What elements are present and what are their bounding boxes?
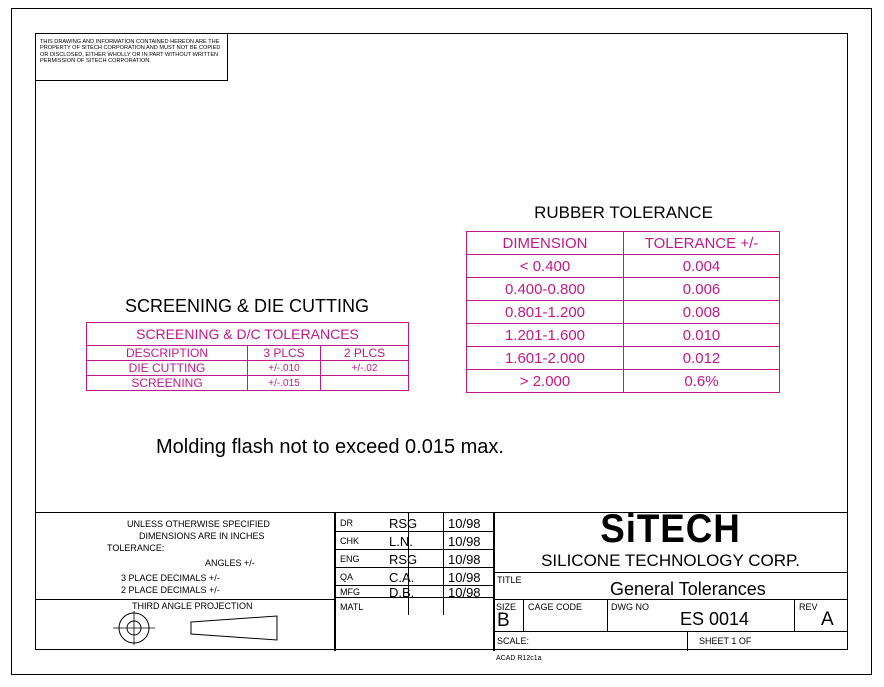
header-dimension: DIMENSION [467,232,624,255]
table-row [467,301,780,324]
header-2-plcs: 2 PLCS [321,346,409,361]
approval-role: MFG [340,587,360,597]
company-subtitle: SILICONE TECHNOLOGY CORP. [541,551,800,570]
spec-line: TOLERANCE: [107,543,165,553]
dimension-cell: 1.601-2.000 [467,347,624,370]
approval-role: DR [340,518,353,528]
title-label: TITLE [497,575,522,585]
approval-name: RSG [389,516,418,531]
dimension-cell: > 2.000 [467,370,624,393]
cad-version: ACAD R12c1a [496,655,542,662]
rubber-tolerance-title: RUBBER TOLERANCE [534,203,713,222]
dimension-cell: 0.801-1.200 [467,301,624,324]
size-value: B [497,610,510,631]
tol-2-cell [321,376,409,391]
table-row [87,323,409,346]
table-row [467,255,780,278]
tolerance-cell: 0.6% [624,370,780,393]
dwg-no-label: DWG NO [611,602,649,612]
approval-role: QA [340,572,354,582]
spec-line: ANGLES +/- [205,558,255,568]
header-description: DESCRIPTION [87,346,248,361]
table-row [87,346,409,361]
title-block [35,507,848,651]
screening-table-title: SCREENING & D/C TOLERANCES [87,323,409,346]
table-row [467,370,780,393]
approval-role: ENG [340,554,360,564]
tolerance-cell: 0.004 [624,255,780,278]
size-label: SIZE [496,602,517,612]
screening-title: SCREENING & DIE CUTTING [124,296,370,316]
spec-line: 2 PLACE DECIMALS +/- [121,585,220,595]
dwg-no-value: ES 0014 [680,609,750,629]
projection-label: THIRD ANGLE PROJECTION [132,601,253,611]
spec-line: DIMENSIONS ARE IN INCHES [139,531,265,541]
approval-date: 10/98 [448,516,481,531]
rubber-tolerance-table [466,231,780,393]
approval-name: RSG [389,552,418,567]
approval-role: CHK [340,536,360,546]
approval-name: L.N. [389,534,413,549]
tolerance-cell: 0.010 [624,324,780,347]
sheet-label: SHEET 1 OF [699,636,752,646]
approval-date: 10/98 [448,552,481,567]
approval-name: D.B. [389,585,415,600]
table-row [467,232,780,255]
approval-date: 10/98 [448,534,481,549]
dimension-cell: 1.201-1.600 [467,324,624,347]
tol-3-cell: +/-.015 [248,376,321,391]
tol-2-cell: +/-.02 [321,361,409,376]
dimension-cell: 0.400-0.800 [467,278,624,301]
scale-label: SCALE: [497,636,530,646]
description-cell: SCREENING [87,376,248,391]
proprietary-notice: THIS DRAWING AND INFORMATION CONTAINED HEREON ARE THE PROPERTY OF SITECH CORPORATION AND MUST NOT BE COPIED OR DISCLOSED, EITHER WHOLLY OR IN PART WITHOUT WRITTEN PERMISSION OF SITECH CORPORATION. [35,33,228,81]
tolerance-cell: 0.012 [624,347,780,370]
drawing-title: General Tolerances [610,579,766,599]
table-row [87,361,409,376]
header-tolerance: TOLERANCE +/- [624,232,780,255]
dimension-cell: < 0.400 [467,255,624,278]
description-cell: DIE CUTTING [87,361,248,376]
approval-name: C.A. [389,570,415,585]
spec-line: UNLESS OTHERWISE SPECIFIED [127,519,270,529]
approval-date: 10/98 [448,570,481,585]
table-row [467,324,780,347]
table-row [467,278,780,301]
rev-label: REV [799,602,818,612]
tolerance-cell: 0.006 [624,278,780,301]
matl-label: MATL [340,602,364,612]
cage-code-label: CAGE CODE [528,602,583,612]
spec-line: 3 PLACE DECIMALS +/- [121,573,220,583]
table-row [87,376,409,391]
table-row [467,347,780,370]
screening-tolerance-table [86,322,409,391]
molding-flash-note: Molding flash not to exceed 0.015 max. [156,436,504,458]
tolerance-cell: 0.008 [624,301,780,324]
header-3-plcs: 3 PLCS [248,346,321,361]
third-angle-projection-icon [111,611,281,645]
rev-value: A [821,609,834,630]
company-logo: SiTECH [600,507,741,551]
approval-date: 10/98 [448,585,481,600]
tol-3-cell: +/-.010 [248,361,321,376]
